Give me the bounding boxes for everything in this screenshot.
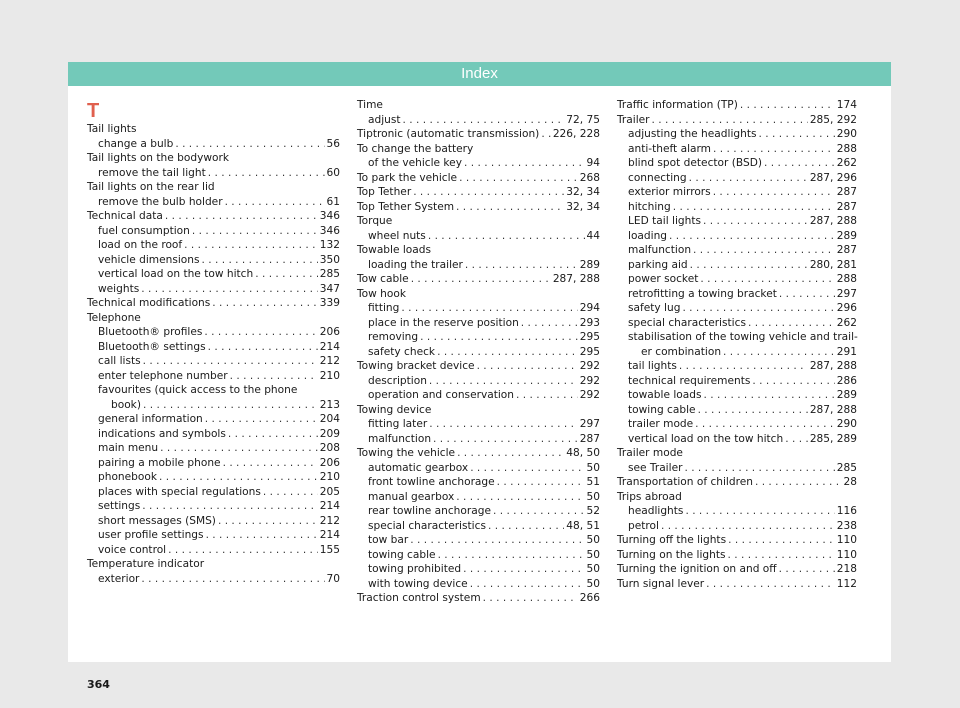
index-entry: tow bar . . . 50 (357, 533, 600, 548)
index-entry: loading the trailer . . . 289 (357, 258, 600, 273)
index-entry: Turning on the lights . . . 110 (617, 548, 857, 563)
index-column-2 (357, 98, 600, 606)
index-heading: Tow hook (357, 287, 406, 300)
index-entry: Top Tether System . . . 32, 34 (357, 200, 600, 215)
index-entry: vehicle dimensions . . . 350 (87, 253, 340, 268)
index-entry: safety check . . . 295 (357, 345, 600, 360)
index-heading: Tail lights on the rear lid (87, 181, 215, 193)
index-entry: main menu . . . 208 (87, 441, 340, 456)
index-entry: fitting later . . . 297 (357, 417, 600, 432)
index-entry: remove the bulb holder . . . 61 (87, 195, 340, 210)
index-entry: Turning off the lights . . . 110 (617, 533, 857, 548)
index-entry: malfunction . . . 287 (617, 243, 857, 258)
page-number: 364 (87, 678, 110, 691)
index-entry: book) . . . 213 (87, 398, 340, 413)
index-entry: settings . . . 214 (87, 499, 340, 514)
index-heading: Telephone (87, 311, 141, 324)
index-entry: with towing device . . . 50 (357, 577, 600, 592)
index-entry-line: favourites (quick access to the phone (98, 384, 298, 396)
index-entry: exterior mirrors . . . 287 (617, 185, 857, 200)
index-entry: loading . . . 289 (617, 229, 857, 244)
index-entry: voice control . . . 155 (87, 543, 340, 558)
index-entry: hitching . . . 287 (617, 200, 857, 215)
index-entry: Bluetooth® settings . . . 214 (87, 340, 340, 355)
index-entry: Traction control system . . . 266 (357, 591, 600, 606)
index-entry: Trailer . . . 285, 292 (617, 113, 857, 128)
index-heading: To change the battery (357, 142, 474, 155)
index-heading: Trips abroad (617, 490, 682, 503)
index-heading: Time (357, 99, 383, 111)
index-entry: adjusting the headlights . . . 290 (617, 127, 857, 142)
index-entry: anti-theft alarm . . . 288 (617, 142, 857, 157)
index-entry: Bluetooth® profiles . . . 206 (87, 325, 340, 340)
index-entry: exterior . . . 70 (87, 572, 340, 587)
index-entry: Turn signal lever . . . 112 (617, 577, 857, 592)
index-entry: rear towline anchorage . . . 52 (357, 504, 600, 519)
index-heading: Towable loads (357, 244, 432, 256)
index-entry: Towing bracket device . . . 292 (357, 359, 600, 374)
index-entry: To park the vehicle . . . 268 (357, 171, 600, 186)
section-letter: T (87, 100, 100, 122)
index-entry: fuel consumption . . . 346 (87, 224, 340, 239)
index-entry: change a bulb . . . 56 (87, 137, 340, 152)
index-entry: vertical load on the tow hitch . . . 285 (87, 267, 340, 282)
index-entry: description . . . 292 (357, 374, 600, 389)
index-heading: Tail lights (87, 123, 137, 135)
index-entry: vertical load on the tow hitch . . . 285, 289 (617, 432, 857, 447)
index-entry: fitting . . . 294 (357, 301, 600, 316)
index-entry: Towing the vehicle . . . 48, 50 (357, 446, 600, 461)
index-entry-line: stabilisation of the towing vehicle and trail- (628, 331, 858, 343)
index-entry: weights . . . 347 (87, 282, 340, 297)
index-entry: technical requirements . . . 286 (617, 374, 857, 389)
index-column-1 (87, 122, 340, 586)
index-entry: malfunction . . . 287 (357, 432, 600, 447)
index-entry: place in the reserve position . . . 293 (357, 316, 600, 331)
index-entry: pairing a mobile phone . . . 206 (87, 456, 340, 471)
index-entry: front towline anchorage . . . 51 (357, 475, 600, 490)
index-entry: Technical modifications . . . 339 (87, 296, 340, 311)
index-entry: manual gearbox . . . 50 (357, 490, 600, 505)
index-entry: LED tail lights . . . 287, 288 (617, 214, 857, 229)
index-heading: Trailer mode (617, 447, 683, 459)
index-heading: Towing device (357, 403, 432, 416)
index-entry: Top Tether . . . 32, 34 (357, 185, 600, 200)
index-entry: towable loads . . . 289 (617, 388, 857, 403)
index-entry: enter telephone number . . . 210 (87, 369, 340, 384)
index-entry: towing cable . . . 50 (357, 548, 600, 563)
index-entry: Traffic information (TP) . . . 174 (617, 98, 857, 113)
index-entry: operation and conservation . . . 292 (357, 388, 600, 403)
index-header: Index (68, 62, 891, 86)
index-entry: towing cable . . . 287, 288 (617, 403, 857, 418)
index-entry: er combination . . . 291 (617, 345, 857, 360)
index-entry: wheel nuts . . . 44 (357, 229, 600, 244)
index-entry: Turning the ignition on and off . . . 218 (617, 562, 857, 577)
index-entry: special characteristics . . . 48, 51 (357, 519, 600, 534)
index-entry: retrofitting a towing bracket . . . 297 (617, 287, 857, 302)
index-entry: places with special regulations . . . 205 (87, 485, 340, 500)
index-entry: remove the tail light . . . 60 (87, 166, 340, 181)
index-entry: trailer mode . . . 290 (617, 417, 857, 432)
index-entry: removing . . . 295 (357, 330, 600, 345)
index-entry: Technical data . . . 346 (87, 209, 340, 224)
index-entry: load on the roof . . . 132 (87, 238, 340, 253)
index-entry: power socket . . . 288 (617, 272, 857, 287)
index-entry: parking aid . . . 280, 281 (617, 258, 857, 273)
index-heading: Tail lights on the bodywork (87, 152, 229, 164)
index-entry: Tow cable . . . 287, 288 (357, 272, 600, 287)
index-heading: Temperature indicator (87, 558, 205, 570)
index-entry: headlights . . . 116 (617, 504, 857, 519)
index-entry: phonebook . . . 210 (87, 470, 340, 485)
index-entry: automatic gearbox . . . 50 (357, 461, 600, 476)
index-entry: see Trailer . . . 285 (617, 461, 857, 476)
index-entry: blind spot detector (BSD) . . . 262 (617, 156, 857, 171)
index-entry: indications and symbols . . . 209 (87, 427, 340, 442)
index-entry: Transportation of children . . . 28 (617, 475, 857, 490)
index-entry: towing prohibited . . . 50 (357, 562, 600, 577)
index-entry: of the vehicle key . . . 94 (357, 156, 600, 171)
index-entry: Tiptronic (automatic transmission) . . . 226, 228 (357, 127, 600, 142)
index-entry: call lists . . . 212 (87, 354, 340, 369)
index-page (68, 62, 891, 691)
index-entry: short messages (SMS) . . . 212 (87, 514, 340, 529)
index-entry: petrol . . . 238 (617, 519, 857, 534)
index-entry: general information . . . 204 (87, 412, 340, 427)
index-entry: user profile settings . . . 214 (87, 528, 340, 543)
index-entry: special characteristics . . . 262 (617, 316, 857, 331)
index-entry: adjust . . . 72, 75 (357, 113, 600, 128)
index-entry: tail lights . . . 287, 288 (617, 359, 857, 374)
index-heading: Torque (357, 215, 393, 227)
index-entry: safety lug . . . 296 (617, 301, 857, 316)
index-column-3 (617, 98, 857, 591)
index-entry: connecting . . . 287, 296 (617, 171, 857, 186)
